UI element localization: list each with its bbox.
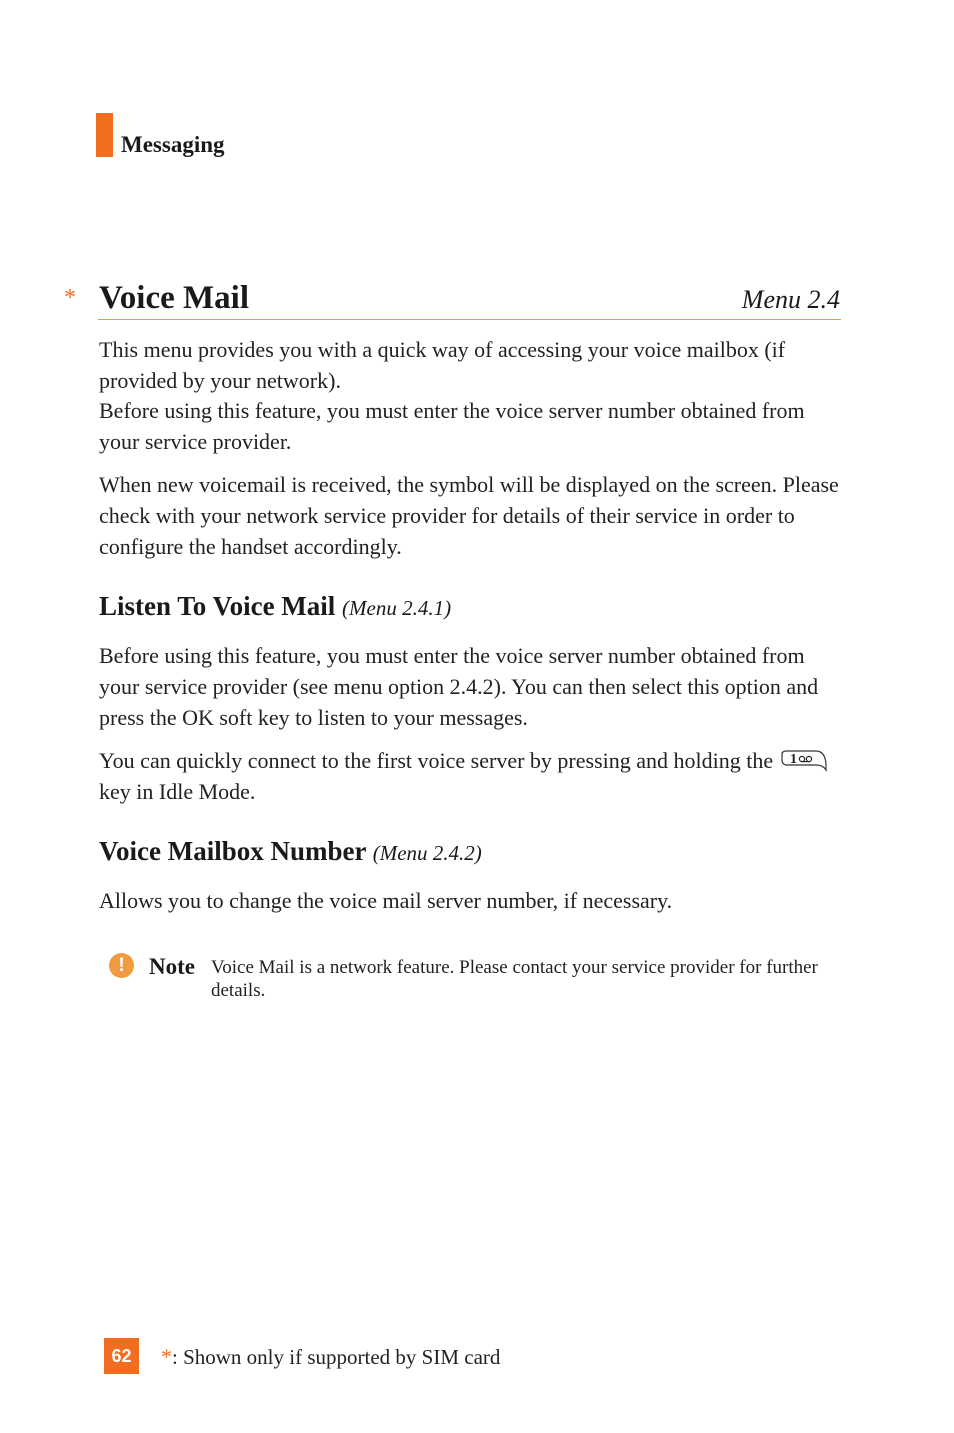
listen-paragraph-2-start: You can quickly connect to the first voice server by pressing and holding the — [99, 748, 774, 773]
mailbox-heading-text: Voice Mailbox Number — [99, 836, 366, 866]
page-number: 62 — [104, 1338, 139, 1374]
exclamation-icon: ! — [109, 953, 134, 978]
title-divider — [98, 319, 841, 320]
footnote — [161, 1343, 500, 1371]
title-row — [64, 278, 840, 318]
footnote-asterisk: * — [161, 1344, 172, 1369]
listen-menu-reference: (Menu 2.4.1) — [342, 596, 452, 620]
sim-only-asterisk: * — [64, 285, 76, 311]
key-digit-label: 1 — [790, 752, 798, 767]
listen-heading-text: Listen To Voice Mail — [99, 591, 336, 621]
intro-paragraph-3: When new voicemail is received, the symbol will be displayed on the screen. Please check with your network service provider for details of their service in order to configure the handset accordingly. — [99, 472, 839, 559]
listen-paragraph-2-end: key in Idle Mode. — [99, 779, 256, 804]
intro-paragraph-1: This menu provides you with a quick way of accessing your voice mailbox (if provided by your network). — [99, 337, 786, 393]
note-text: Voice Mail is a network feature. Please contact your service provider for further details. — [211, 957, 818, 1001]
mailbox-menu-reference: (Menu 2.4.2) — [372, 841, 482, 865]
listen-heading — [99, 589, 451, 625]
intro-paragraph-2: Before using this feature, you must enter the voice server number obtained from your service provider. — [99, 398, 805, 454]
one-voicemail-key-icon — [779, 749, 827, 773]
footnote-text: : Shown only if supported by SIM card — [172, 1345, 501, 1369]
section-label: Messaging — [121, 132, 225, 157]
listen-paragraph-1: Before using this feature, you must enter the voice server number obtained from your service provider (see menu option 2.4.2). You can then select this option and press the OK soft key to listen to your messages. — [99, 643, 819, 730]
page-title: Voice Mail — [99, 280, 249, 316]
section-tab-marker — [96, 113, 113, 157]
note-label: Note — [149, 954, 195, 979]
mailbox-paragraph-1: Allows you to change the voice mail server number, if necessary. — [99, 888, 673, 913]
listen-paragraph-2 — [99, 745, 841, 807]
menu-reference: Menu 2.4 — [741, 285, 840, 314]
mailbox-heading — [99, 834, 482, 870]
